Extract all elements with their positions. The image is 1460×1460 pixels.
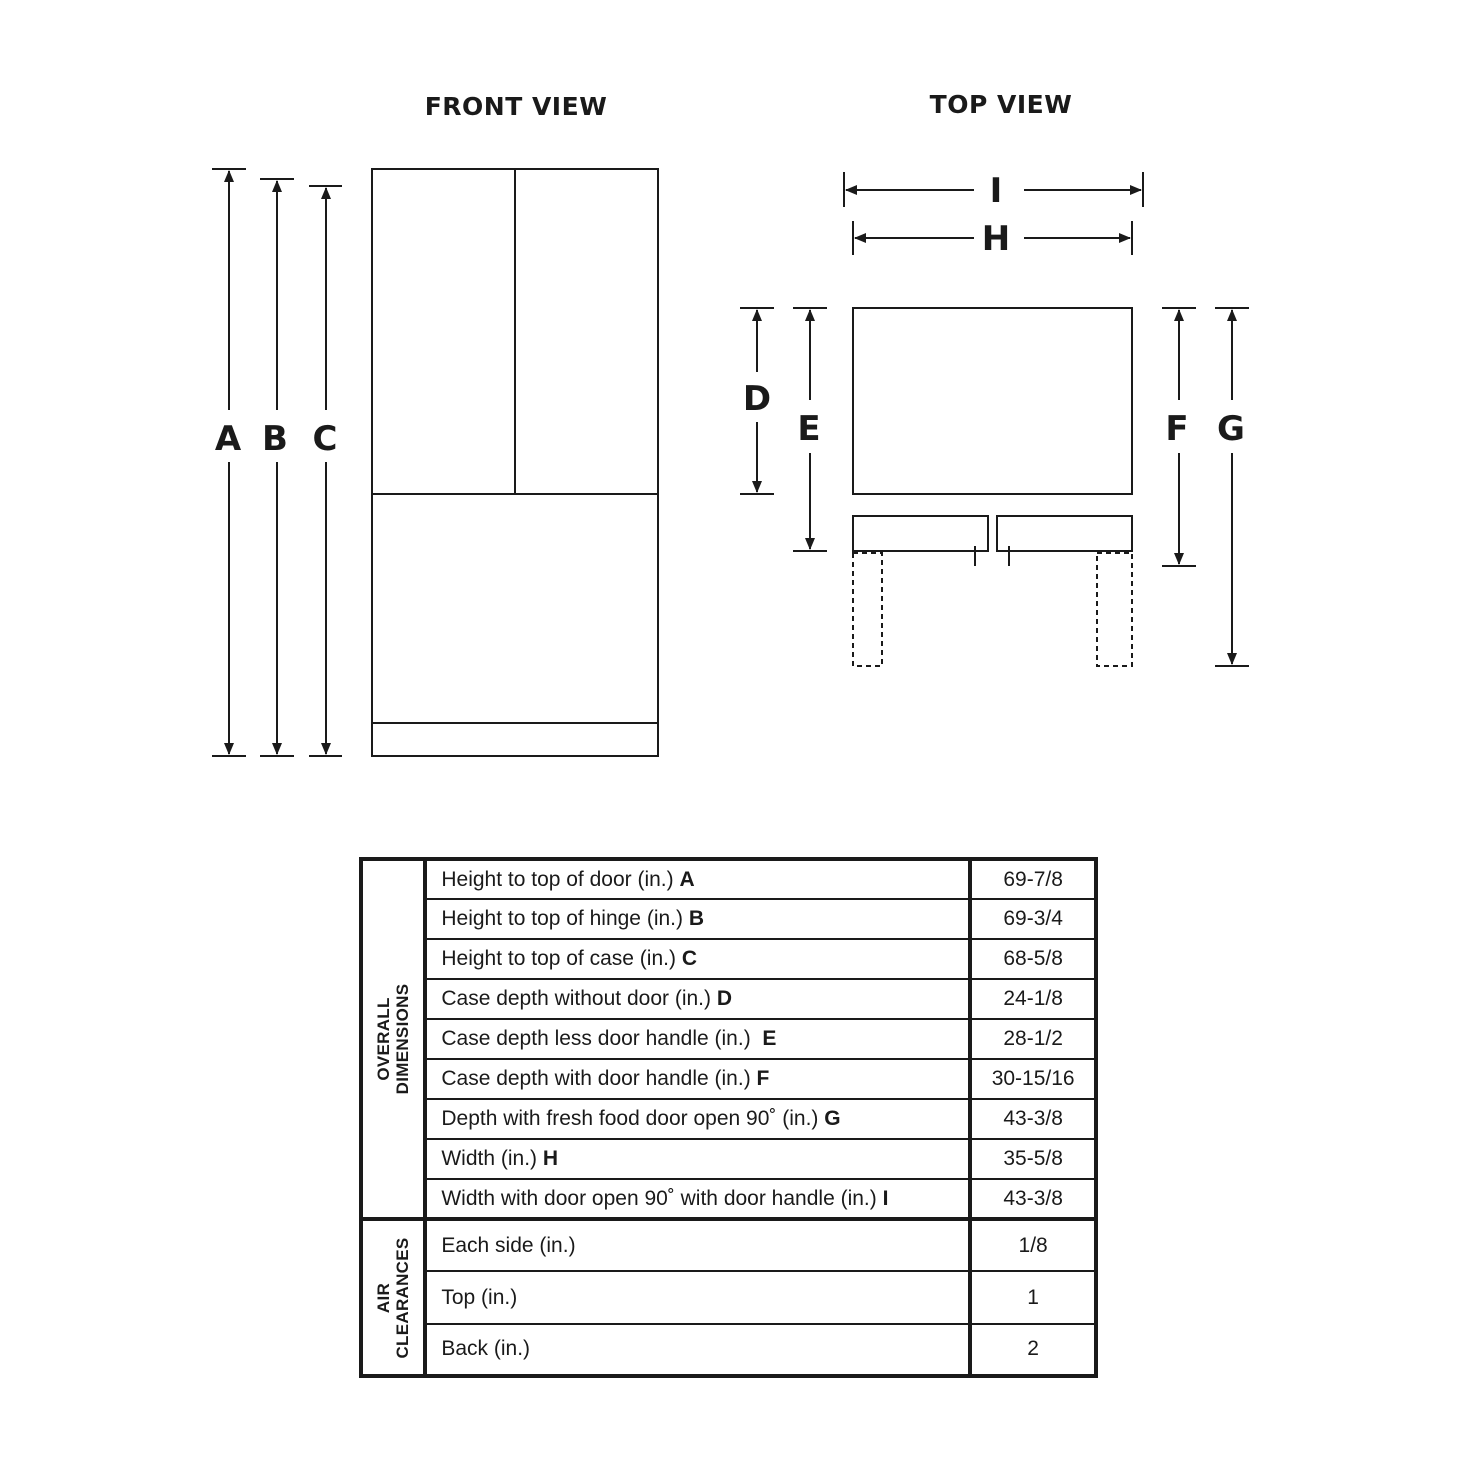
row-label: Height to top of door (in.) A [425,859,970,899]
table-row [361,1324,1096,1376]
dimension-i-label: I [989,171,1003,211]
table-row [361,1139,1096,1179]
group-air-clearances [361,1219,425,1376]
table-row [361,939,1096,979]
table-row [361,1099,1096,1139]
table-row [361,1059,1096,1099]
row-label: Width (in.) H [425,1139,970,1179]
dimension-a [212,169,246,756]
row-label: Case depth with door handle (in.) F [425,1059,970,1099]
dimension-d-label: D [742,379,772,419]
dimension-a-label: A [214,419,242,459]
row-value: 24-1/8 [970,979,1096,1019]
row-value: 28-1/2 [970,1019,1096,1059]
table-row [361,1271,1096,1323]
row-label: Case depth less door handle (in.) E [425,1019,970,1059]
table-row [361,1219,1096,1271]
table-row [361,1019,1096,1059]
row-label: Height to top of hinge (in.) B [425,899,970,939]
front-view [212,92,658,756]
row-value: 1 [970,1271,1096,1323]
row-value: 35-5/8 [970,1139,1096,1179]
row-label: Depth with fresh food door open 90˚ (in.) G [425,1099,970,1139]
row-label: Width with door open 90˚ with door handle (in.) I [425,1179,970,1219]
row-label: Case depth without door (in.) D [425,979,970,1019]
row-label: Height to top of case (in.) C [425,939,970,979]
dimension-b-label: B [262,419,288,459]
open-door-outline [853,553,1132,666]
row-value: 69-7/8 [970,859,1096,899]
row-letter: I [882,1186,889,1210]
row-letter: H [542,1147,559,1171]
dimension-c-label: C [312,419,338,459]
top-view [740,90,1249,666]
dimension-g [1215,308,1249,666]
row-label: Each side (in.) [425,1219,970,1271]
dimension-b [260,179,294,756]
table-row [361,859,1096,899]
group-overall-dimensions [361,859,425,1219]
row-value: 2 [1027,1337,1039,1361]
table-row [361,1179,1096,1219]
row-letter: C [681,947,697,971]
row-value: 69-3/4 [970,899,1096,939]
row-value: 30-15/16 [970,1059,1096,1099]
top-view-title: TOP VIEW [929,90,1073,119]
row-letter: F [756,1067,770,1091]
row-value: 68-5/8 [970,939,1096,979]
dimensions-table [359,857,1098,1378]
front-view-title: FRONT VIEW [424,92,608,121]
row-letter: E [762,1027,777,1051]
fridge-top-outline [853,308,1132,566]
table-row [361,979,1096,1019]
dimension-g-label: G [1217,409,1245,449]
fridge-front-outline [372,169,658,756]
row-value: 1/8 [970,1219,1096,1271]
row-letter: G [824,1107,841,1131]
dimension-c [309,186,342,756]
row-letter: B [688,907,705,931]
row-letter: D [716,987,733,1011]
row-letter: A [679,867,695,891]
table-row [361,899,1096,939]
row-label: Back (in.) [425,1324,970,1376]
dimension-e-label: E [797,409,821,449]
row-value: 43-3/8 [970,1179,1096,1219]
group-label-air-clearances: AIR CLEARANCES [374,1237,413,1359]
row-label: Top (in.) [425,1271,970,1323]
dimension-h-label: H [981,219,1011,259]
dimension-f-label: F [1165,409,1189,449]
row-value: 43-3/8 [970,1099,1096,1139]
group-label-overall-dimensions: OVERALL DIMENSIONS [374,983,413,1095]
